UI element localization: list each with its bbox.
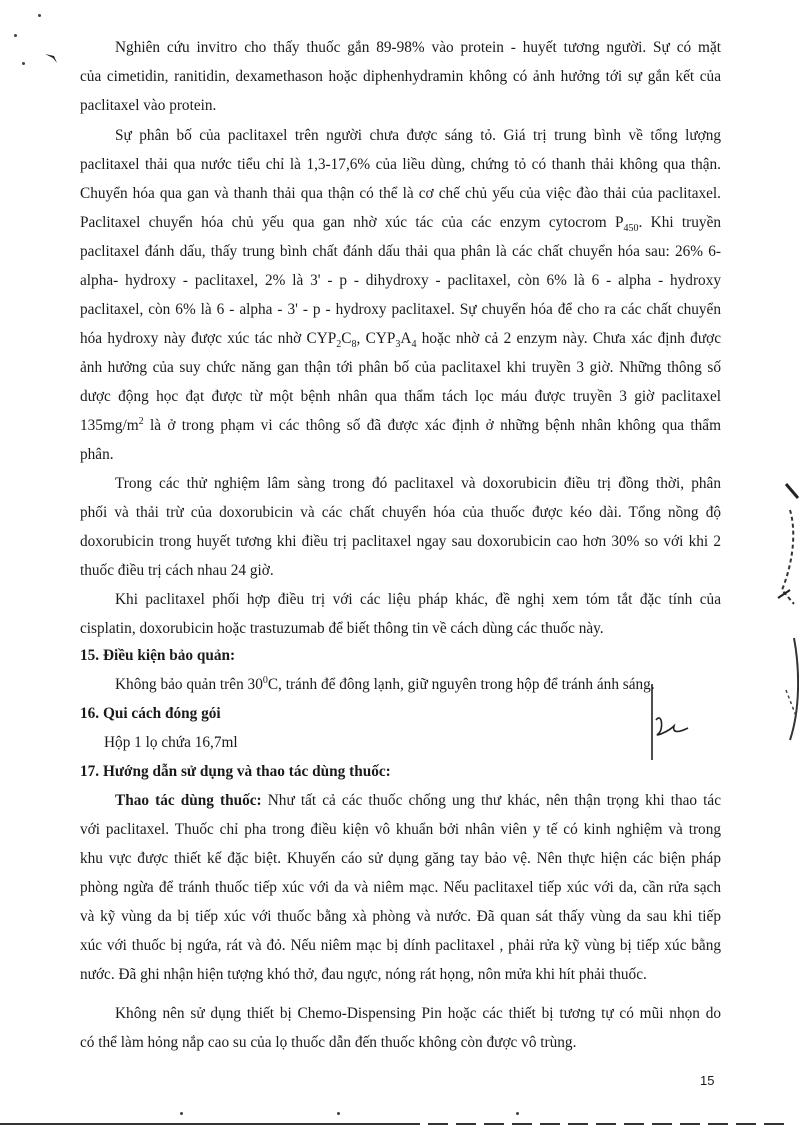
p4-line-2: cisplatin, doxorubicin hoặc trastuzumab để biết thông tin về cách dùng các thuốc này.: [80, 620, 604, 637]
footer-rule-dash: [596, 1123, 616, 1125]
p2-line-7: paclitaxel, còn 6% là 6 - alpha - 3' - p - hydroxy paclitaxel. Sự chuyển hóa để cho ra các chất chuyển: [80, 301, 721, 318]
handwritten-signature: [628, 682, 708, 762]
p2-line-11: $135mg/m^2$ là ở trong phạm vi các thông số đã được xác định ở những bệnh nhân không qua thẩm: [80, 415, 721, 434]
footer-rule-dash: [736, 1123, 756, 1125]
footer-rule-dash: [624, 1123, 644, 1125]
scan-mark: [337, 1112, 340, 1115]
p2-line-3: Chuyển hóa qua gan và thanh thải qua thận có thể là cơ chế chủ yếu của việc đào thải của paclitaxel.: [80, 185, 721, 202]
p2-line-12: phân.: [80, 446, 114, 463]
p3-line-4: thuốc điều trị cách nhau 24 giờ.: [80, 562, 274, 579]
scan-mark: [180, 1112, 183, 1115]
footer-rule-dash: [484, 1123, 504, 1125]
scan-arrow-mark: [44, 50, 60, 66]
p1-line-2: của cimetidin, ranitidin, dexamethason hoặc diphenhydramin không có ảnh hưởng tới sự gắn kết của: [80, 68, 721, 85]
scan-mark: [14, 34, 17, 37]
footer-rule-dash: [708, 1123, 728, 1125]
footer-rule-dash: [540, 1123, 560, 1125]
footer-rule-dash: [568, 1123, 588, 1125]
p3-line-1: Trong các thử nghiệm lâm sàng trong đó paclitaxel và doxorubicin điều trị đồng thời, phân: [115, 475, 721, 492]
section-17-line-2: với paclitaxel. Thuốc chỉ pha trong điều kiện vô khuẩn bởi nhân viên y tế có kinh nghiệm và trong: [80, 821, 721, 838]
scan-mark: [38, 14, 41, 17]
section-17-line-4: phòng ngừa để tránh thuốc tiếp xúc với da và niêm mạc. Nếu paclitaxel tiếp xúc với da, cần rửa sạch: [80, 879, 721, 896]
footer-rule-dash: [764, 1123, 784, 1125]
footer-rule-dash: [680, 1123, 700, 1125]
p3-line-2: phối và thải trừ của doxorubicin và các chất chuyển hóa của thuốc được kéo dài. Tổng nồng độ: [80, 504, 721, 521]
section-16-text: Hộp 1 lọ chứa 16,7ml: [104, 734, 238, 751]
section-17-line-6: xúc với thuốc bị ngứa, rát và đỏ. Nếu niêm mạc bị dính paclitaxel , phải rửa kỹ vùng bị tiếp xúc bằng: [80, 937, 721, 954]
section-16-heading: 16. Qui cách đóng gói: [80, 705, 221, 722]
last-paragraph-line-2: có thể làm hỏng nắp cao su của lọ thuốc dẫn đến thuốc không còn được vô trùng.: [80, 1034, 577, 1051]
section-17-line-7: nước. Đã ghi nhận hiện tượng khó thở, đau ngực, nóng rát họng, nôn mửa khi hít phải thuốc.: [80, 966, 647, 983]
section-17-line-3: khu vực được thiết kế đặc biệt. Khuyến cáo sử dụng găng tay bảo vệ. Nên thực hiện các biện pháp: [80, 850, 721, 867]
p2-line-2: paclitaxel thải qua nước tiểu chỉ là 1,3-17,6% của liều dùng, chứng tỏ có thanh thải không qua thận.: [80, 156, 721, 173]
footer-rule-dash: [512, 1123, 532, 1125]
p2-line-8: hóa hydroxy này được xúc tác nhờ $CYP_2C_8$, $CYP_3A_4$ hoặc nhờ cả 2 enzym này. Chưa xác định được: [80, 330, 721, 351]
scan-mark: [516, 1112, 519, 1115]
scan-mark: [22, 62, 25, 65]
p2-line-5: paclitaxel đánh dấu, thấy trung bình chất đánh dấu thải qua phân là các chất chuyển hóa sau: 26% 6-: [80, 243, 721, 260]
footer-rule: [0, 1123, 420, 1125]
last-paragraph-line-1: Không nên sử dụng thiết bị Chemo-Dispensing Pin hoặc các thiết bị tương tự có mũi nhọn do: [115, 1005, 721, 1022]
p2-line-4: Paclitaxel chuyển hóa chủ yếu qua gan nhờ xúc tác của các enzym cytocrom $P_{450}$. Khi truyền: [80, 214, 722, 235]
p1-line-1: Nghiên cứu invitro cho thấy thuốc gắn 89-98% vào protein - huyết tương người. Sự có mặt: [115, 39, 721, 56]
p3-line-3: doxorubicin trong huyết tương khi điều trị paclitaxel ngay sau doxorubicin cao hơn 30% so với khi 2: [80, 533, 721, 550]
section-17-heading: 17. Hướng dẫn sử dụng và thao tác dùng thuốc:: [80, 763, 391, 780]
p2-line-9: ảnh hưởng của suy chức năng gan thận tới phân bố của paclitaxel khi truyền 3 giờ. Những thông số: [80, 359, 721, 376]
footer-rule-dash: [456, 1123, 476, 1125]
footer-rule-dash: [652, 1123, 672, 1125]
footer-rule-dash: [428, 1123, 448, 1125]
p1-line-3: paclitaxel vào protein.: [80, 97, 217, 114]
section-15-text: Không bảo quản trên $30^0C$, tránh để đông lạnh, giữ nguyên trong hộp để tránh ánh sáng.: [115, 674, 655, 693]
p4-line-1: Khi paclitaxel phối hợp điều trị với các liệu pháp khác, đề nghị xem tóm tắt đặc tính của: [115, 591, 721, 608]
stamp-edge-fragment: [760, 470, 799, 750]
p2-line-10: dược động học đạt được từ một bệnh nhân qua thẩm tách lọc máu được truyền 3 giờ paclitaxel: [80, 388, 721, 405]
section-17-line-1: Thao tác dùng thuốc: Như tất cả các thuốc chống ung thư khác, nên thận trọng khi thao tác: [115, 792, 721, 809]
p2-line-6: alpha- hydroxy - paclitaxel, 2% là 3' - p - dihydroxy - paclitaxel, còn 6% là 6 - alpha - hydroxy: [80, 272, 721, 289]
p2-line-1: Sự phân bố của paclitaxel trên người chưa được sáng tỏ. Giá trị trung bình về tổng lượng: [115, 127, 721, 144]
section-17-line-5: và kỹ vùng da bị tiếp xúc với thuốc bằng xà phòng và nước. Đã quan sát thấy vùng da sau khi tiếp: [80, 908, 721, 925]
section-15-heading: 15. Điều kiện bảo quản:: [80, 647, 236, 664]
page-number: 15: [700, 1073, 715, 1088]
